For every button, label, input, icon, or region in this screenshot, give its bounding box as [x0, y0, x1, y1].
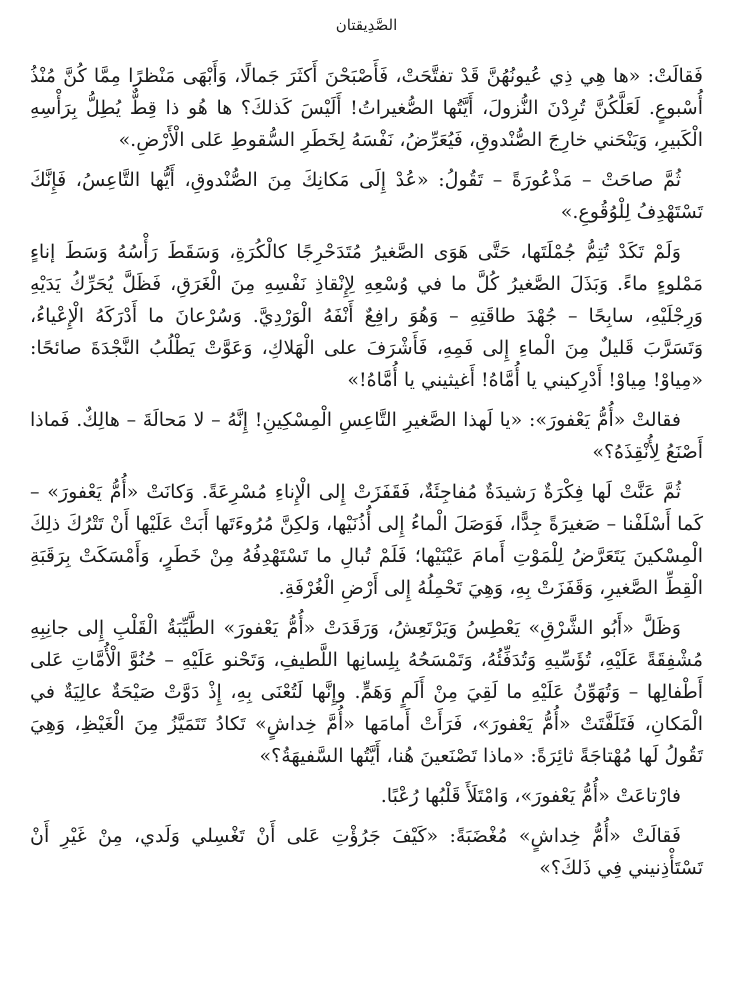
paragraph: فارْتاعَتْ «أُمُّ يَعْفورَ»، وَامْتَلَأَ قَلْبُها رُعْبًا.: [380, 785, 681, 807]
paragraph: ثُمَّ عَنَّتْ لَها فِكْرَةٌ رَشيدَةٌ مُفاجِئَةٌ، فَقَفَزَتْ إِلى الْإِناءِ مُسْرِعَةً. وَكانَتْ «أُمُّ يَعْفورَ» – كَما أَسْلَفْنا – صَغيرَةً جِدًّا، فَوَصَلَ الْماءُ إِلى أُذُنَيْها، وَلكِنَّ مُرُوءَتَها أَبَتْ عَلَيْها أَنْ تَتْرُكَ ذلِكَ الْمِسْكينَ يَتَعَرَّضُ لِلْمَوْتِ أَمامَ عَيْنَيْها؛ فَلَمْ تُبالِ ما تَسْتَهْدِفُهُ مِنْ خَطَرٍ، وَأَمْسَكَتْ بِرَقَبَةِ الْقِطِّ الصَّغيرِ، وَقَفَزَتْ بِهِ، وَهِيَ تَحْمِلُهُ إِلى أَرْضِ الْغُرْفَةِ.: [30, 481, 703, 599]
running-header: الصَّدِيقتان: [335, 16, 398, 34]
paragraph: وَظَلَّ «أَبُو الشَّرْقِ» يَعْطِسُ وَيَرْتَعِشُ، وَرَقَدَتْ «أُمُّ يَعْفورَ» الطَّيِّبَةُ الْقَلْبِ إِلى جانِبِهِ مُشْفِقَةً عَلَيْهِ، تُؤَسِّيهِ وَتُدَفِّئُهُ، وَتَمْسَحُهُ بِلِسانِها اللَّطيفِ، وَتَحْنو عَلَيْهِ – حُنُوَّ الْأُمَّاتِ عَلى أَطْفالِها – وَتُهَوِّنُ عَلَيْهِ ما لَقِيَ مِنْ أَلَمٍ وَهَمٍّ. وإِنَّها لَتُعْنَى بِهِ، إِذْ دَوَّتْ صَيْحَةٌ عالِيَةٌ في الْمَكانِ، فَتَلَفَّتَتْ «أُمُّ يَعْفورَ»، فَرَأَتْ أَمامَها «أُمَّ خِداشٍ» تَكادُ تَتَمَيَّزُ مِنَ الْغَيْظِ، وَهِيَ تَقُولُ لَها مُهْتاجَةً ثائِرَةً: «ماذا تَصْنَعينَ هُنا، أَيَّتُها السَّفيهَةُ؟»: [30, 617, 703, 767]
paragraph: فَقالَتْ: «ها هِي ذِي عُيونُهُنَّ قَدْ تفتَّحَتْ، فَأَصْبَحْنَ أَكثَرَ جَمالًا، وَأَبْهَى مَنْظرًا مِمَّا كُنَّ مُنْذُ أُسْبوعٍ. لَعَلَّكُنَّ تُرِدْنَ النُّزولَ، أَيَّتُها الصُّغيراتُ! أَلَيْسَ كَذلكَ؟ ها هُو ذا قِطٌّ يُطِلُّ بِرَأْسِهِ الْكَبيرِ، وَيَنْحَني خارِجَ الصُّنْدوقِ، فَيُعَرِّضُ، نَفْسَهُ لِخَطَرِ السُّقوطِ عَلى الْأَرْضِ.»: [30, 65, 703, 151]
paragraph: وَلَمْ تَكَدْ تُتِمُّ جُمْلَتَها، حَتَّى هَوَى الصَّغيرُ مُتَدَحْرِجًا كالْكُرَةِ، وَسَقَطَ رَأْسُهُ وَسَطَ إناءٍ مَمْلوءٍ ماءً. وَبَذَلَ الصَّغيرُ كُلَّ ما في وُسْعِهِ لِإِنْقاذِ نَفْسِهِ مِنَ الْغَرَقِ، فَظَلَّ يُحَرِّكُ يَدَيْهِ وَرِجْلَيْهِ، سابِحًا – جُهْدَ طاقَتِهِ – وَهُوَ رافِعٌ أَنْفَهُ الْوَرْدِيَّ. وَسُرْعانَ ما أَدْرَكَهُ الْإِعْياءُ، وَتَسَرَّبَ قَليلٌ مِنَ الْماءِ إِلى فَمِهِ، فَأَشْرَفَ على الْهَلاكِ، وَعَوَّتْ يَطْلُبُ النَّجْدَةَ صائحًا: «مِياوْ! مِياوْ! أَدْرِكيني يا أُمَّاهُ! أَغيثيني يا أُمَّاهُ!»: [30, 241, 703, 391]
paragraph: ثُمَّ صاحَتْ – مَذْعُورَةً – تَقُولُ: «عُدْ إِلَى مَكانِكَ مِنَ الصُّنْدوقِ، أَيُّها التَّاعِسُ، فَإِنَّكَ تَسْتَهْدِفُ لِلْوُقُوعِ.»: [30, 169, 703, 223]
paragraph: فَقالَتْ «أُمُّ خِداشٍ» مُغْضَبَةً: «كَيْفَ جَرُؤْتِ عَلى أَنْ تَغْسِلي وَلَدي، مِنْ غَيْرِ أَنْ تَسْتَأْذِنيني فِي ذَلكَ؟»: [30, 825, 703, 879]
paragraph: فقالتْ «أُمُّ يَعْفورَ»: «يا لَهذا الصَّغيرِ التَّاعِسِ الْمِسْكِينِ! إِنَّهُ – لا مَحالَةَ – هالِكٌ. فَماذا أَصْنَعُ لِأُنْقِذَهُ؟»: [30, 409, 703, 463]
body-text: [30, 60, 703, 884]
